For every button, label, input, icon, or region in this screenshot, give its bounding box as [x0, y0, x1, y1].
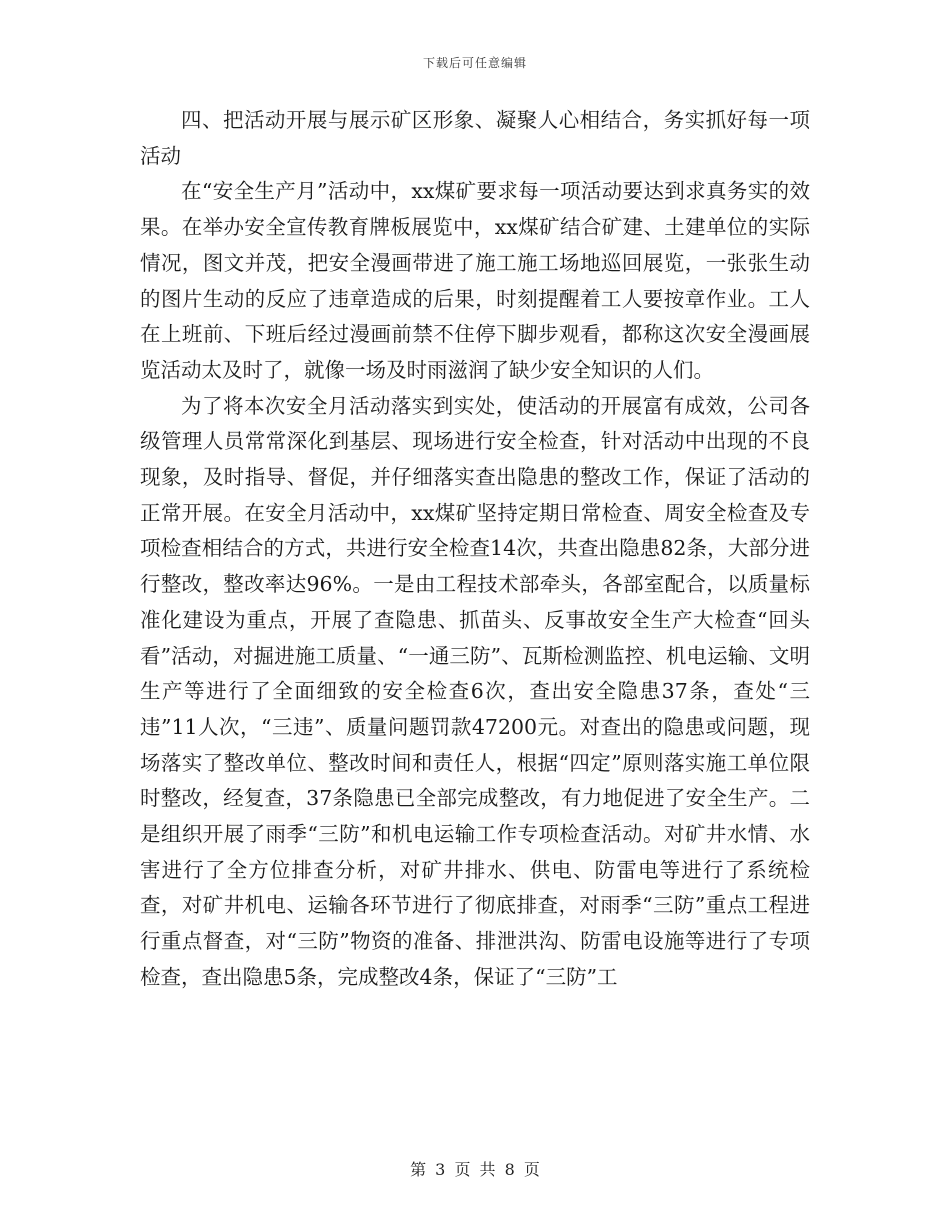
paragraph: 为了将本次安全月活动落实到实处，使活动的开展富有成效，公司各级管理人员常常深化到基层、现场进行安全检查，针对活动中出现的不良现象，及时指导、督促，并仔细落实查出隐患的整改工作，保证了活动的正常开展。在安全月活动中，xx煤矿坚持定期日常检查、周安全检查及专项检查相结合的方式，共进行安全检查14次，共查出隐患82条，大部分进行整改，整改率达96%。一是由工程技术部牵头，各部室配合，以质量标准化建设为重点，开展了查隐患、抓苗头、反事故安全生产大检查“回头看”活动，对掘进施工质量、“一通三防”、瓦斯检测监控、机电运输、文明生产等进行了全面细致的安全检查6次，查出安全隐患37条，查处“三违”11人次，“三违”、质量问题罚款47200元。对查出的隐患或问题，现场落实了整改单位、整改时间和责任人，根据“四定”原则落实施工单位限时整改，经复查，37条隐患已全部完成整改，有力地促进了安全生产。二是组织开展了雨季“三防”和机电运输工作专项检查活动。对矿井水情、水害进行了全方位排查分析，对矿井排水、供电、防雷电等进行了系统检查，对矿井机电、运输各环节进行了彻底排查，对雨季“三防”重点工程进行重点督查，对“三防”物资的准备、排泄洪沟、防雷电设施等进行了专项检查，查出隐患5条，完成整改4条，保证了“三防”工 — [140, 393, 810, 989]
document-body — [140, 103, 810, 996]
page-number: 第 3 页 共 8 页 — [410, 1160, 540, 1179]
paragraph: 在“安全生产月”活动中，xx煤矿要求每一项活动要达到求真务实的效果。在举办安全宣传教育牌板展览中，xx煤矿结合矿建、土建单位的实际情况，图文并茂，把安全漫画带进了施工施工场地巡回展览，一张张生动的图片生动的反应了违章造成的后果，时刻提醒着工人要按章作业。工人在上班前、下班后经过漫画前禁不住停下脚步观看，都称这次安全漫画展览活动太及时了，就像一场及时雨滋润了缺少安全知识的人们。 — [140, 179, 810, 382]
header-note: 下载后可任意编辑 — [422, 56, 527, 70]
section-heading: 四、把活动开展与展示矿区形象、凝聚人心相结合，务实抓好每一项活动 — [140, 108, 810, 168]
